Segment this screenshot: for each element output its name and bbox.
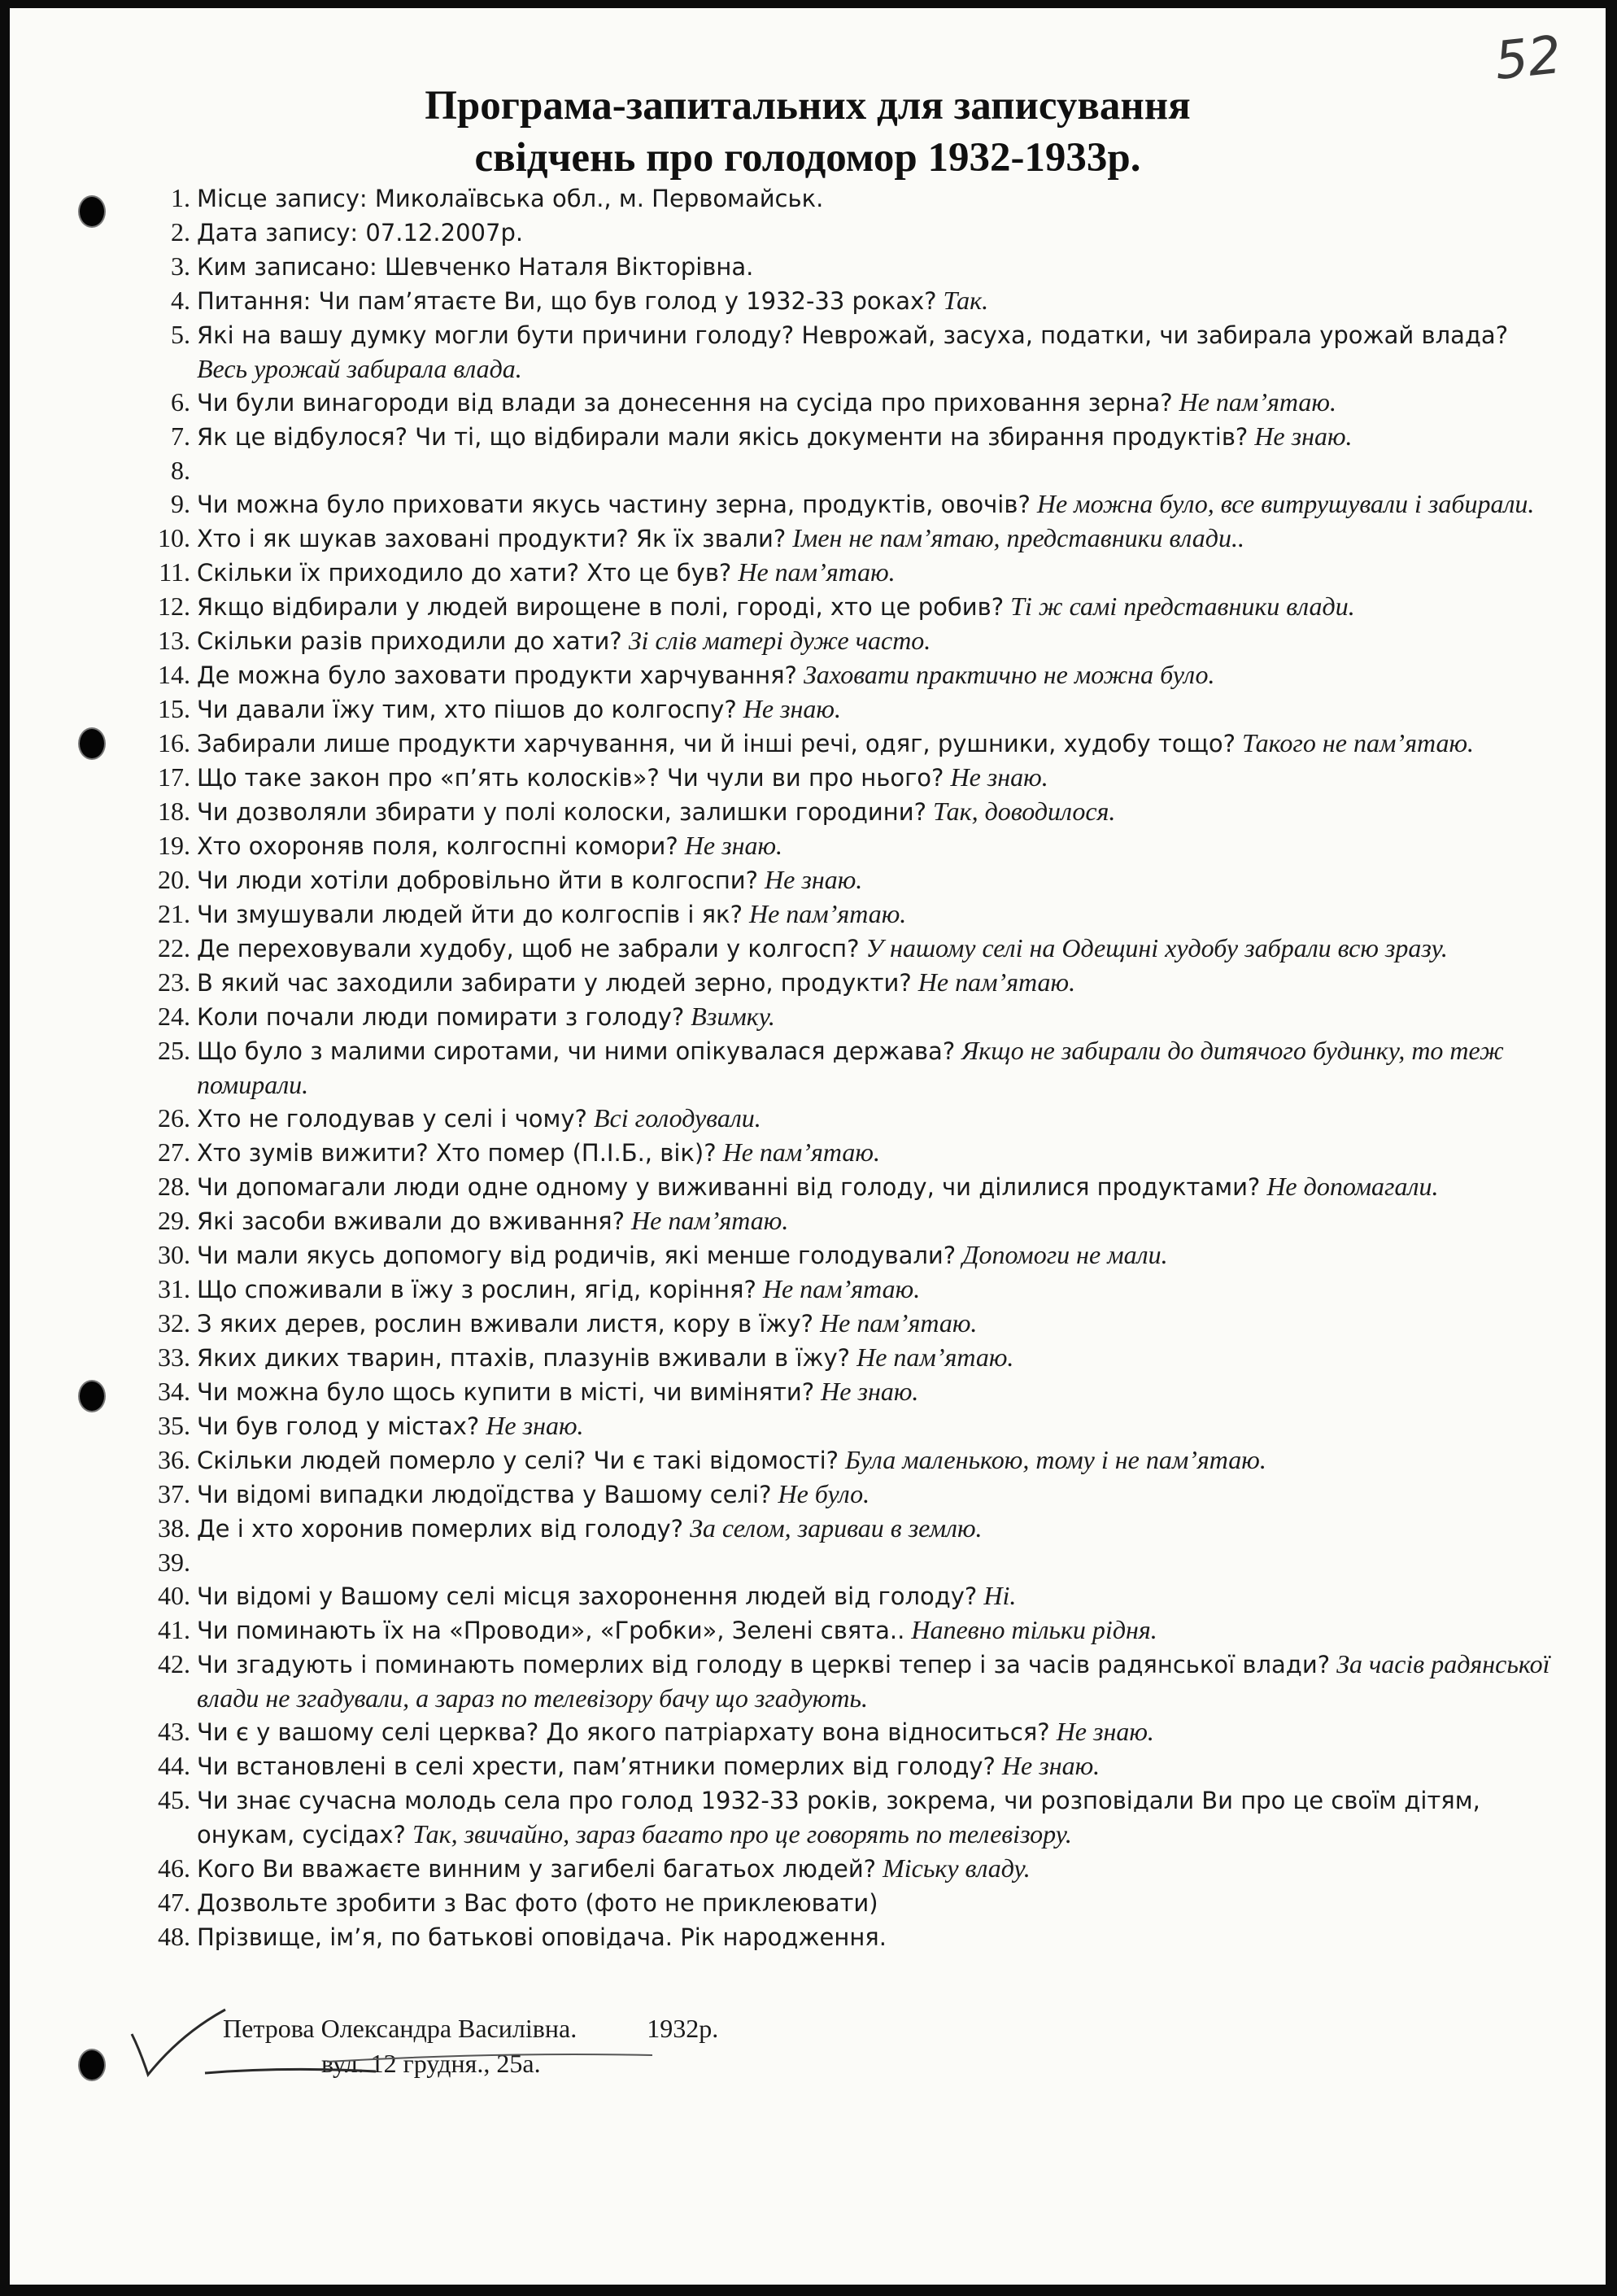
answer-text: Так, звичайно, зараз багато про це говорять по телевізору. — [412, 1819, 1072, 1849]
question-number: 44. — [158, 1751, 190, 1780]
question-text: Що було з малими сиротами, чи ними опікувалася держава? — [197, 1037, 956, 1065]
question-item — [10, 795, 1606, 829]
answer-text: Ні. — [983, 1581, 1017, 1610]
question-number: 15. — [158, 694, 190, 723]
question-item — [10, 1238, 1606, 1272]
question-number: 41. — [158, 1615, 190, 1644]
question-text: Що таке закон про «п’ять колосків»? Чи чули ви про нього? — [197, 764, 944, 792]
question-item — [10, 1852, 1606, 1886]
answer-text: Якщо не забирали до дитячого будинку, то теж помирали. — [197, 1036, 1504, 1099]
question-text: Чи давали їжу тим, хто пішов до колгоспу? — [197, 696, 737, 723]
answer-text: Не пам’ятаю. — [738, 557, 896, 587]
question-number: 43. — [158, 1717, 190, 1746]
question-text: Де можна було заховати продукти харчування? — [197, 661, 797, 689]
answer-text: Так. — [943, 286, 989, 315]
question-number: 4. — [171, 286, 190, 315]
question-number: 46. — [158, 1853, 190, 1883]
question-text: Чи згадують і поминають померлих від голоду в церкві тепер і за часів радянської влади? — [197, 1651, 1331, 1678]
question-item — [10, 556, 1606, 590]
question-item — [10, 590, 1606, 624]
question-text: Чи відомі у Вашому селі місця захоронення людей від голоду? — [197, 1582, 978, 1610]
question-number: 29. — [158, 1206, 190, 1235]
punch-hole — [80, 2050, 104, 2080]
answer-text: Імен не пам’ятаю, представники влади.. — [792, 523, 1244, 552]
answer-text: У нашому селі на Одещині худобу забрали всю зразу. — [865, 933, 1448, 962]
question-number: 40. — [158, 1581, 190, 1610]
answer-text: Не знаю. — [1056, 1717, 1154, 1746]
answer-text: Не знаю. — [1254, 421, 1353, 451]
question-number: 9. — [171, 489, 190, 518]
question-text: Чи мали якусь допомогу від родичів, які менше голодували? — [197, 1242, 957, 1269]
question-item — [10, 658, 1606, 692]
question-text: Чи встановлені в селі хрести, пам’ятники померлих від голоду? — [197, 1753, 996, 1780]
narrator-birth-year: 1932р. — [647, 2014, 719, 2043]
question-number: 24. — [158, 1002, 190, 1031]
title-line-2: свідчень про голодомор 1932-1933р. — [474, 135, 1141, 181]
question-text: Чи допомагали люди одне одному у виживанні від голоду, чи ділилися продуктами? — [197, 1173, 1261, 1201]
question-item — [10, 727, 1606, 761]
answer-text: Напевно тільки рідня. — [911, 1615, 1157, 1644]
question-item — [10, 1375, 1606, 1409]
question-number: 7. — [171, 421, 190, 451]
question-text: Коли почали люди помирати з голоду? — [197, 1003, 685, 1031]
question-item — [10, 1341, 1606, 1375]
question-number: 22. — [158, 933, 190, 962]
answer-text: Не знаю. — [1001, 1751, 1101, 1780]
answer-text: Не знаю. — [486, 1411, 584, 1440]
question-text: Якщо відбирали у людей вирощене в полі, городі, хто це робив? — [197, 593, 1005, 621]
answer-text: Не пам’ятаю. — [820, 1308, 978, 1338]
question-text: Скільки разів приходили до хати? — [197, 627, 622, 655]
answer-text: Всі голодували. — [593, 1103, 761, 1133]
document-page — [10, 8, 1606, 2285]
question-item — [10, 1715, 1606, 1749]
question-number: 34. — [158, 1377, 190, 1406]
question-item — [10, 1307, 1606, 1341]
question-text: Чи можна було щось купити в місті, чи виміняти? — [197, 1378, 815, 1406]
question-item — [10, 1136, 1606, 1170]
question-text: Чи можна було приховати якусь частину зерна, продуктів, овочів? — [197, 491, 1031, 518]
question-number: 42. — [158, 1649, 190, 1678]
question-item — [10, 420, 1606, 454]
answer-text: Не знаю. — [743, 694, 841, 723]
narrator-name: Петрова Олександра Василівна. — [223, 2014, 578, 2043]
question-text: Питання: Чи пам’ятаєте Ви, що був голод у 1932-33 роках? — [197, 287, 937, 315]
question-item — [10, 386, 1606, 420]
question-number: 1. — [171, 183, 190, 212]
question-text: Забирали лише продукти харчування, чи й інші речі, одяг, рушники, худобу тощо? — [197, 730, 1236, 757]
answer-text: Не допомагали. — [1266, 1172, 1439, 1201]
answer-text: Заховати практично не можна було. — [803, 660, 1215, 689]
question-item — [10, 1102, 1606, 1136]
question-number: 2. — [171, 217, 190, 247]
question-item — [10, 1920, 1606, 1954]
question-number: 25. — [158, 1036, 190, 1065]
question-item — [10, 1204, 1606, 1238]
question-item — [10, 1478, 1606, 1512]
question-item — [10, 1170, 1606, 1204]
question-text: Скільки їх приходило до хати? Хто це був? — [197, 559, 732, 587]
question-number: 21. — [158, 899, 190, 928]
answer-text: Не пам’ятаю. — [917, 967, 1076, 997]
question-number: 23. — [158, 967, 190, 997]
question-text: Хто і як шукав заховані продукти? Як їх звали? — [197, 525, 787, 552]
question-item — [10, 1546, 1606, 1579]
question-item — [10, 181, 1606, 216]
question-number: 11. — [159, 557, 190, 587]
question-item — [10, 1000, 1606, 1034]
question-text: Прізвище, ім’я, по батькові оповідача. Рік народження. — [197, 1923, 887, 1951]
question-item — [10, 1783, 1606, 1852]
question-item — [10, 1409, 1606, 1443]
question-item — [10, 318, 1606, 386]
question-item — [10, 829, 1606, 863]
question-text: Які засоби вживали до вживання? — [197, 1207, 625, 1235]
question-text: Скільки людей померло у селі? Чи є такі відомості? — [197, 1447, 839, 1474]
question-item — [10, 1272, 1606, 1307]
question-item — [10, 932, 1606, 966]
questionnaire-list — [10, 181, 1606, 1954]
question-number: 6. — [171, 387, 190, 417]
question-item — [10, 624, 1606, 658]
question-text: Хто охороняв поля, колгоспні комори? — [197, 832, 678, 860]
question-number: 17. — [158, 762, 190, 792]
question-number: 32. — [158, 1308, 190, 1338]
answer-text: За селом, зариваи в землю. — [690, 1513, 983, 1543]
answer-text: Була маленькою, тому і не пам’ятаю. — [845, 1445, 1266, 1474]
question-item — [10, 522, 1606, 556]
question-item — [10, 1613, 1606, 1648]
question-text: Чи був голод у містах? — [197, 1412, 480, 1440]
question-text: Чи змушували людей йти до колгоспів і як? — [197, 901, 743, 928]
question-item — [10, 454, 1606, 487]
question-item — [10, 216, 1606, 250]
answer-text: Такого не пам’ятаю. — [1242, 728, 1474, 757]
question-item — [10, 1886, 1606, 1920]
question-item — [10, 250, 1606, 284]
answer-text: Взимку. — [691, 1002, 775, 1031]
question-number: 3. — [171, 251, 190, 281]
question-text: Хто зумів вижити? Хто помер (П.І.Б., вік)? — [197, 1139, 717, 1167]
question-number: 10. — [158, 523, 190, 552]
question-number: 16. — [158, 728, 190, 757]
document-title — [10, 80, 1606, 184]
question-item — [10, 1749, 1606, 1783]
question-item — [10, 692, 1606, 727]
question-number: 20. — [158, 865, 190, 894]
title-line-1: Програма-запитальних для записування — [425, 83, 1191, 129]
question-item — [10, 1579, 1606, 1613]
question-item — [10, 897, 1606, 932]
answer-text: Не знаю. — [821, 1377, 919, 1406]
question-text: Чи люди хотіли добровільно йти в колгоспи? — [197, 866, 759, 894]
answer-text: Так, доводилося. — [932, 797, 1116, 826]
answer-text: Не знаю. — [950, 762, 1048, 792]
question-number: 33. — [158, 1342, 190, 1372]
question-number: 31. — [158, 1274, 190, 1303]
answer-text: Не пам’ятаю. — [762, 1274, 921, 1303]
signature-checkmark-icon — [124, 2001, 660, 2091]
answer-text: Допомоги не мали. — [962, 1240, 1168, 1269]
question-number: 8. — [171, 456, 190, 485]
page-number: 52 — [1491, 24, 1564, 93]
answer-text: Не можна було, все витрушували і забирали. — [1036, 489, 1535, 518]
question-number: 35. — [158, 1411, 190, 1440]
answer-text: Весь урожай забирала влада. — [197, 354, 522, 383]
question-text: Дозвольте зробити з Вас фото (фото не приклеювати) — [197, 1889, 878, 1917]
question-text: Які на вашу думку могли бути причини голоду? Неврожай, засуха, податки, чи забирала урожай влада? — [197, 321, 1509, 349]
question-number: 45. — [158, 1785, 190, 1814]
question-item — [10, 487, 1606, 522]
answer-text: Ті ж самі представники влади. — [1010, 591, 1355, 621]
question-number: 37. — [158, 1479, 190, 1508]
question-text: Чи поминають їх на «Проводи», «Гробки», Зелені свята.. — [197, 1617, 905, 1644]
question-number: 19. — [158, 831, 190, 860]
question-number: 39. — [158, 1547, 190, 1577]
answer-text: Не пам’ятаю. — [631, 1206, 789, 1235]
answer-text: Не було. — [778, 1479, 870, 1508]
question-item — [10, 1034, 1606, 1102]
answer-text: Не пам’ятаю. — [856, 1342, 1014, 1372]
question-number: 14. — [158, 660, 190, 689]
question-text: Місце запису: Миколаївська обл., м. Первомайськ. — [197, 185, 824, 212]
answer-text: За часів радянської влади не згадували, а зараз по телевізору бачу що згадують. — [197, 1649, 1550, 1713]
narrator-address: вул. 12 грудня., 25а. — [321, 2049, 541, 2078]
question-number: 30. — [158, 1240, 190, 1269]
question-text: З яких дерев, рослин вживали листя, кору в їжу? — [197, 1310, 814, 1338]
question-text: Що споживали в їжу з рослин, ягід, коріння? — [197, 1276, 756, 1303]
question-item — [10, 284, 1606, 318]
question-text: Де переховували худобу, щоб не забрали у колгосп? — [197, 935, 860, 962]
answer-text: Зі слів матері дуже часто. — [628, 626, 931, 655]
question-text: Як це відбулося? Чи ті, що відбирали мали якісь документи на збирання продуктів? — [197, 423, 1249, 451]
question-text: Кого Ви вважаєте винним у загибелі багатьох людей? — [197, 1855, 877, 1883]
question-number: 27. — [158, 1137, 190, 1167]
answer-text: Міську владу. — [883, 1853, 1031, 1883]
question-item — [10, 1648, 1606, 1715]
question-text: Чи були винагороди від влади за донесення на сусіда про приховання зерна? — [197, 389, 1173, 417]
question-text: Чи є у вашому селі церква? До якого патріархату вона відноситься? — [197, 1718, 1050, 1746]
question-number: 13. — [158, 626, 190, 655]
answer-text: Не знаю. — [765, 865, 863, 894]
answer-text: Не пам’ятаю. — [1179, 387, 1336, 417]
question-item — [10, 761, 1606, 795]
question-text: Ким записано: Шевченко Наталя Вікторівна. — [197, 253, 754, 281]
question-number: 12. — [158, 591, 190, 621]
question-text: Хто не голодував у селі і чому? — [197, 1105, 587, 1133]
question-number: 5. — [171, 320, 190, 349]
question-number: 36. — [158, 1445, 190, 1474]
question-text: Дата запису: 07.12.2007р. — [197, 219, 524, 247]
question-number: 28. — [158, 1172, 190, 1201]
question-item — [10, 966, 1606, 1000]
question-number: 38. — [158, 1513, 190, 1543]
question-text: Де і хто хоронив померлих від голоду? — [197, 1515, 684, 1543]
question-text: В який час заходили забирати у людей зерно, продукти? — [197, 969, 912, 997]
question-item — [10, 863, 1606, 897]
answer-text: Не пам’ятаю. — [722, 1137, 880, 1167]
question-number: 18. — [158, 797, 190, 826]
answer-text: Не знаю. — [684, 831, 783, 860]
question-item — [10, 1443, 1606, 1478]
question-text: Чи дозволяли збирати у полі колоски, залишки городини? — [197, 798, 926, 826]
question-number: 48. — [158, 1922, 190, 1951]
question-number: 26. — [158, 1103, 190, 1133]
question-text: Яких диких тварин, птахів, плазунів вживали в їжу? — [197, 1344, 851, 1372]
answer-text: Не пам’ятаю. — [748, 899, 907, 928]
question-text: Чи відомі випадки людоїдства у Вашому селі? — [197, 1481, 772, 1508]
question-item — [10, 1512, 1606, 1546]
question-number: 47. — [158, 1888, 190, 1917]
question-text: Чи знає сучасна молодь села про голод 1932-33 років, зокрема, чи розповідали Ви про це своїм дітям, онукам, сусідах? — [197, 1787, 1480, 1849]
